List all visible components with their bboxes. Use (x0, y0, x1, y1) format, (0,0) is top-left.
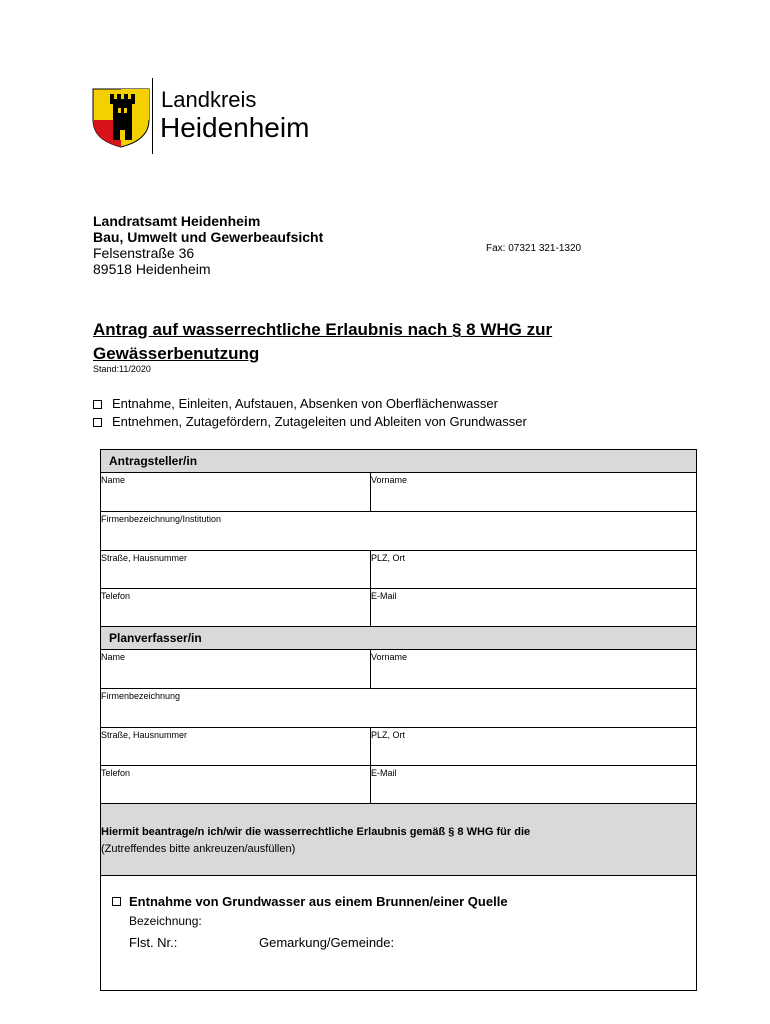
address-city: 89518 Heidenheim (93, 261, 211, 277)
option-surface-water[interactable] (93, 395, 498, 413)
field-applicant-firma[interactable]: Firmenbezeichnung/Institution (101, 514, 222, 524)
option-label: Entnehmen, Zutagefördern, Zutageleiten und Ableiten von Grundwasser (112, 414, 527, 429)
field-planner-email[interactable]: E-Mail (370, 766, 397, 803)
field-planner-vorname[interactable]: Vorname (370, 650, 407, 688)
checkbox-icon[interactable] (112, 897, 121, 906)
field-planner-telefon[interactable]: Telefon (101, 768, 131, 778)
logo-text-heidenheim: Heidenheim (160, 112, 310, 143)
application-form (100, 449, 697, 991)
address-department: Bau, Umwelt und Gewerbeaufsicht (93, 229, 324, 245)
field-flst-nr[interactable]: Flst. Nr.: (129, 935, 178, 950)
field-applicant-telefon[interactable]: Telefon (101, 591, 131, 601)
logo-divider (152, 78, 153, 154)
option-well-section (101, 876, 696, 990)
form-row (101, 512, 696, 551)
document-date: Stand:11/2020 (93, 364, 151, 374)
field-applicant-vorname[interactable]: Vorname (370, 473, 407, 511)
coat-of-arms-icon (92, 88, 150, 148)
option-label: Entnahme, Einleiten, Aufstauen, Absenken von Oberflächenwasser (112, 396, 498, 411)
form-row (101, 589, 696, 627)
field-planner-firma[interactable]: Firmenbezeichnung (101, 691, 181, 701)
field-planner-strasse[interactable]: Straße, Hausnummer (101, 730, 188, 740)
request-statement: Hiermit beantrage/n ich/wir die wasserrechtliche Erlaubnis gemäß § 8 WHG für die (101, 826, 531, 838)
checkbox-icon[interactable] (93, 400, 102, 409)
option-well-label: Entnahme von Grundwasser aus einem Brunnen/einer Quelle (129, 894, 508, 909)
address-street: Felsenstraße 36 (93, 245, 195, 261)
form-row (101, 650, 696, 689)
field-applicant-plz[interactable]: PLZ, Ort (370, 551, 405, 588)
field-applicant-email[interactable]: E-Mail (370, 589, 397, 626)
field-applicant-name[interactable]: Name (101, 475, 126, 485)
field-gemarkung[interactable]: Gemarkung/Gemeinde: (259, 935, 395, 950)
form-row (101, 728, 696, 766)
address-office: Landratsamt Heidenheim (93, 213, 261, 229)
option-groundwater[interactable] (93, 413, 527, 431)
section-header-planner: Planverfasser/in (101, 627, 696, 650)
field-planner-plz[interactable]: PLZ, Ort (370, 728, 405, 765)
checkbox-icon[interactable] (93, 418, 102, 427)
section-header-applicant: Antragsteller/in (101, 450, 696, 473)
field-planner-name[interactable]: Name (101, 652, 126, 662)
option-well[interactable] (112, 894, 508, 909)
form-row (101, 551, 696, 589)
form-row (101, 473, 696, 512)
request-section (101, 804, 696, 876)
request-instruction: (Zutreffendes bitte ankreuzen/ausfüllen) (101, 843, 296, 855)
document-title: Antrag auf wasserrechtliche Erlaubnis nach § 8 WHG zur Gewässerbenutzung (93, 320, 553, 363)
field-bezeichnung[interactable]: Bezeichnung: (129, 914, 202, 928)
logo-text-landkreis: Landkreis (161, 87, 257, 112)
form-row (101, 766, 696, 804)
form-row (101, 689, 696, 728)
field-applicant-strasse[interactable]: Straße, Hausnummer (101, 553, 188, 563)
fax-number: Fax: 07321 321-1320 (486, 243, 582, 254)
